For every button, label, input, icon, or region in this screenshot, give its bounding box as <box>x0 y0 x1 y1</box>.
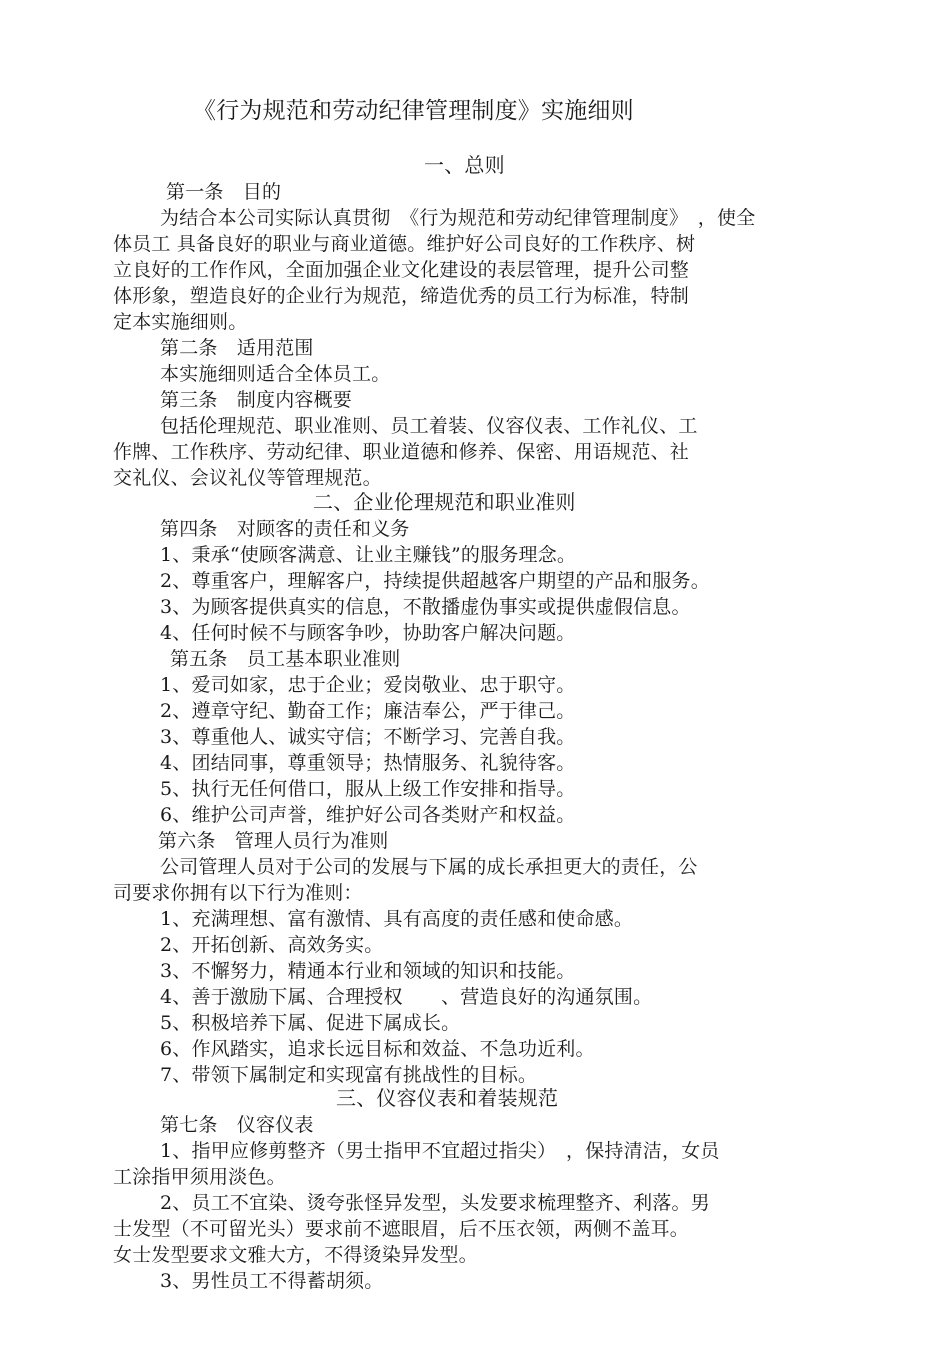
list-item: 4、团结同事，尊重领导；热情服务、礼貌待客。 <box>160 752 576 774</box>
list-item: 1、秉承“使顾客满意、让业主赚钱”的服务理念。 <box>160 544 577 566</box>
paragraph-line: 作牌、工作秩序、劳动纪律、职业道德和修养、保密、用语规范、社 <box>113 441 690 463</box>
paragraph-line: 1、指甲应修剪整齐（男士指甲不宜超过指尖） ，保持清洁，女员 <box>160 1140 720 1162</box>
article-heading: 第二条 适用范围 <box>160 337 314 359</box>
paragraph-line: 本实施细则适合全体员工。 <box>160 363 391 385</box>
document-title: 《行为规范和劳动纪律管理制度》实施细则 <box>193 98 634 124</box>
paragraph-line: 工涂指甲须用淡色。 <box>113 1166 286 1188</box>
list-item: 6、作风踏实，追求长远目标和效益、不急功近利。 <box>160 1038 595 1060</box>
paragraph-line: 公司管理人员对于公司的发展与下属的成长承担更大的责任，公 <box>160 856 698 878</box>
paragraph-line: 体形象，塑造良好的企业行为规范，缔造优秀的员工行为标准，特制 <box>113 285 690 307</box>
article-heading: 第四条 对顾客的责任和义务 <box>160 518 410 540</box>
section-heading: 二、企业伦理规范和职业准则 <box>313 490 576 514</box>
paragraph-line: 2、员工不宜染、烫夸张怪异发型，头发要求梳理整齐、利落。男 <box>160 1192 710 1214</box>
list-item: 3、尊重他人、诚实守信；不断学习、完善自我。 <box>160 726 576 748</box>
article-heading: 第六条 管理人员行为准则 <box>158 830 389 852</box>
list-item: 1、爱司如家，忠于企业；爱岗敬业、忠于职守。 <box>160 674 576 696</box>
list-item: 5、执行无任何借口，服从上级工作安排和指导。 <box>160 778 576 800</box>
list-item: 7、带领下属制定和实现富有挑战性的目标。 <box>160 1064 538 1086</box>
list-item: 3、为顾客提供真实的信息，不散播虚伪事实或提供虚假信息。 <box>160 596 691 618</box>
list-item: 6、维护公司声誉，维护好公司各类财产和权益。 <box>160 804 576 826</box>
list-item: 4、任何时候不与顾客争吵，协助客户解决问题。 <box>160 622 576 644</box>
list-item: 3、不懈努力，精通本行业和领域的知识和技能。 <box>160 960 576 982</box>
list-item: 2、开拓创新、高效务实。 <box>160 934 384 956</box>
list-item: 2、遵章守纪、勤奋工作；廉洁奉公，严于律己。 <box>160 700 576 722</box>
paragraph-line: 交礼仪、会议礼仪等管理规范。 <box>113 467 382 489</box>
list-item: 1、充满理想、富有激情、具有高度的责任感和使命感。 <box>160 908 634 930</box>
article-heading: 第一条 目的 <box>166 181 282 203</box>
paragraph-line: 士发型（不可留光头）要求前不遮眼眉，后不压衣领，两侧不盖耳。 <box>113 1218 690 1240</box>
section-heading: 一、总则 <box>424 153 505 177</box>
paragraph-line: 女士发型要求文雅大方，不得烫染异发型。 <box>113 1244 478 1266</box>
list-item: 4、善于激励下属、合理授权 、营造良好的沟通氛围。 <box>160 986 653 1008</box>
list-item: 5、积极培养下属、促进下属成长。 <box>160 1012 461 1034</box>
article-heading: 第七条 仪容仪表 <box>160 1114 314 1136</box>
paragraph-line: 立良好的工作作风，全面加强企业文化建设的表层管理，提升公司整 <box>113 259 690 281</box>
paragraph-line: 司要求你拥有以下行为准则： <box>113 882 363 904</box>
article-heading: 第三条 制度内容概要 <box>160 389 353 411</box>
paragraph-line: 3、男性员工不得蓄胡须。 <box>160 1270 384 1292</box>
paragraph-line: 为结合本公司实际认真贯彻 《行为规范和劳动纪律管理制度》 ，使全 <box>160 207 756 229</box>
list-item: 2、尊重客户，理解客户，持续提供超越客户期望的产品和服务。 <box>160 570 710 592</box>
section-heading: 三、仪容仪表和着装规范 <box>336 1086 559 1110</box>
article-heading: 第五条 员工基本职业准则 <box>170 648 401 670</box>
paragraph-line: 包括伦理规范、职业准则、员工着装、仪容仪表、工作礼仪、工 <box>160 415 698 437</box>
paragraph-line: 定本实施细则。 <box>113 311 248 333</box>
paragraph-line: 体员工 具备良好的职业与商业道德。维护好公司良好的工作秩序、树 <box>113 233 696 255</box>
